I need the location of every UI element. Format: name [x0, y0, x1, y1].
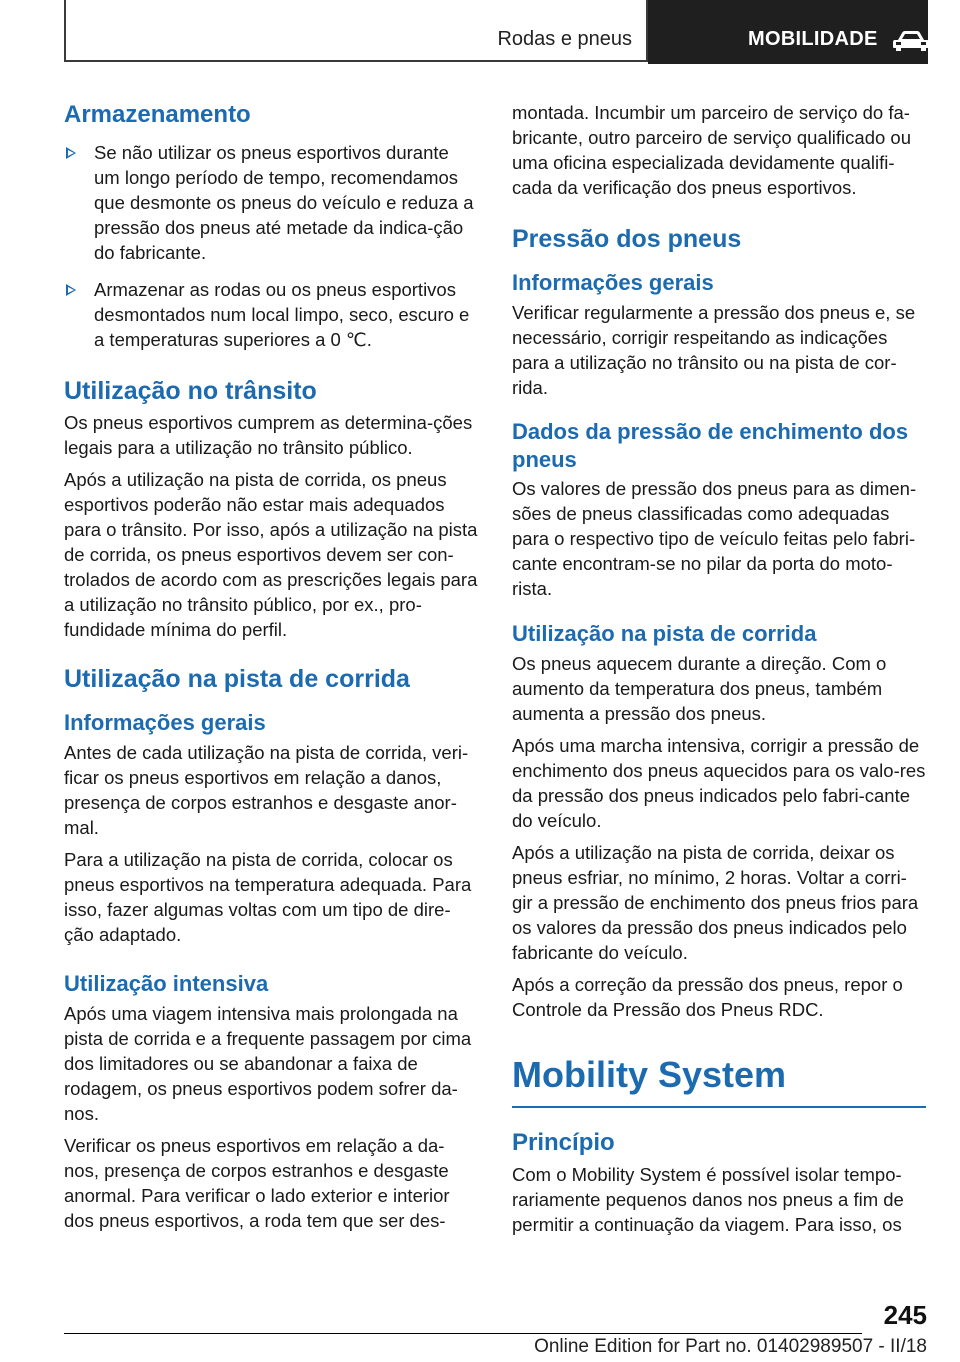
- pressure-heading: Pressão dos pneus: [512, 225, 742, 253]
- car-icon: [892, 30, 930, 52]
- page-header: [64, 0, 928, 64]
- paragraph: Para a utilização na pista de corrida, colocar os pneus esportivos na temperatura adequada. Para isso, fazer algumas voltas com um tipo de dire‐ção adaptado.: [64, 849, 472, 945]
- paragraph: Os pneus aquecem durante a direção. Com o aumento da temperatura dos pneus, também aumenta a pressão dos pneus.: [512, 653, 887, 724]
- paragraph: Após a utilização na pista de corrida, deixar os pneus esfriar, no mínimo, 2 horas. Voltar a corri‐gir a pressão de enchimento dos pneus frios para os valores da pressão dos pneus indicados pelo fabricante do veículo.: [512, 842, 919, 963]
- list-item: [64, 140, 478, 265]
- paragraph: Após a correção da pressão dos pneus, repor o Controle da Pressão dos Pneus RDC.: [512, 974, 903, 1020]
- triangle-bullet-icon: [66, 147, 76, 159]
- paragraph: Antes de cada utilização na pista de corrida, veri‐ficar os pneus esportivos em relação a danos, presença de corpos estranhos e desgaste anor‐mal.: [64, 742, 469, 838]
- storage-heading: Armazenamento: [64, 101, 251, 128]
- paragraph: Os pneus esportivos cumprem as determina‐ções legais para a utilização no trânsito público.: [64, 412, 473, 458]
- section-title: Rodas e pneus: [497, 28, 632, 50]
- paragraph: Verificar os pneus esportivos em relação a da‐nos, presença de corpos estranhos e desgaste anormal. Para verificar o lado exterior e interior dos pneus esportivos, a roda tem que ser des‐: [64, 1135, 450, 1231]
- intensive-heading: Utilização intensiva: [64, 971, 269, 996]
- right-column: [512, 100, 926, 1237]
- paragraph: Após a utilização na pista de corrida, os pneus esportivos poderão não estar mais adequados para o trânsito. Por isso, após a utilização na pista de corrida, os pneus esportivos devem ser con‐trolados de acordo com as prescrições legais para a utilização no trânsito público, por ex., pro‐fundidade mínima do perfil.: [64, 469, 478, 640]
- storage-list: [64, 140, 478, 352]
- principle-heading: Princípio: [512, 1129, 615, 1156]
- page-number: 245: [883, 1300, 927, 1330]
- section-tab: [64, 0, 648, 62]
- list-item-text: Se não utilizar os pneus esportivos durante um longo período de tempo, recomendamos que desmonte os pneus do veículo e reduza a pressão dos pneus até metade da indica‐ção do fabricante.: [94, 142, 474, 263]
- footer-divider: [64, 1333, 862, 1334]
- list-item: [64, 277, 478, 352]
- pressure-data-heading: Dados da pressão de enchimento dos pneus: [512, 419, 909, 472]
- chapter-title: MOBILIDADE: [748, 28, 878, 50]
- traffic-heading: Utilização no trânsito: [64, 377, 317, 405]
- paragraph: montada. Incumbir um parceiro de serviço do fa‐bricante, outro parceiro de serviço qualificado ou uma oficina especializada devidamente qualifi‐cada da verificação dos pneus esportivos.: [512, 102, 912, 198]
- paragraph: Com o Mobility System é possível isolar tempo‐rariamente pequenos danos nos pneus a fim de permitir a continuação da viagem. Para isso, os: [512, 1164, 904, 1235]
- general-heading: Informações gerais: [64, 710, 266, 735]
- paragraph: Verificar regularmente a pressão dos pneus e, se necessário, corrigir respeitando as indicações para a utilização no trânsito ou na pista de cor‐rida.: [512, 302, 916, 398]
- paragraph: Após uma marcha intensiva, corrigir a pressão de enchimento dos pneus aquecidos para os valo‐res da pressão dos pneus indicados pelo fabri‐cante do veículo.: [512, 735, 926, 831]
- mobility-system-heading: Mobility System: [512, 1052, 926, 1108]
- edition-text: Online Edition for Part no. 01402989507 - II/18: [534, 1336, 927, 1357]
- paragraph: Após uma viagem intensiva mais prolongada na pista de corrida e a frequente passagem por cima dos limitadores ou se abandonar a faixa de rodagem, os pneus esportivos podem sofrer da‐nos.: [64, 1003, 472, 1124]
- track-pressure-heading: Utilização na pista de corrida: [512, 621, 817, 646]
- list-item-text: Armazenar as rodas ou os pneus esportivos desmontados num local limpo, seco, escuro e a temperaturas superiores a 0 ℃.: [94, 279, 470, 350]
- chapter-tab: [648, 0, 928, 64]
- left-column: [64, 100, 478, 1233]
- paragraph: Os valores de pressão dos pneus para as dimen‐sões de pneus classificadas como adequadas para o respectivo tipo de veículo feitas pelo fabri‐cante encontram-se no pilar da porta do moto‐rista.: [512, 478, 917, 599]
- pressure-general-heading: Informações gerais: [512, 270, 714, 295]
- track-heading: Utilização na pista de corrida: [64, 665, 410, 693]
- triangle-bullet-icon: [66, 284, 76, 296]
